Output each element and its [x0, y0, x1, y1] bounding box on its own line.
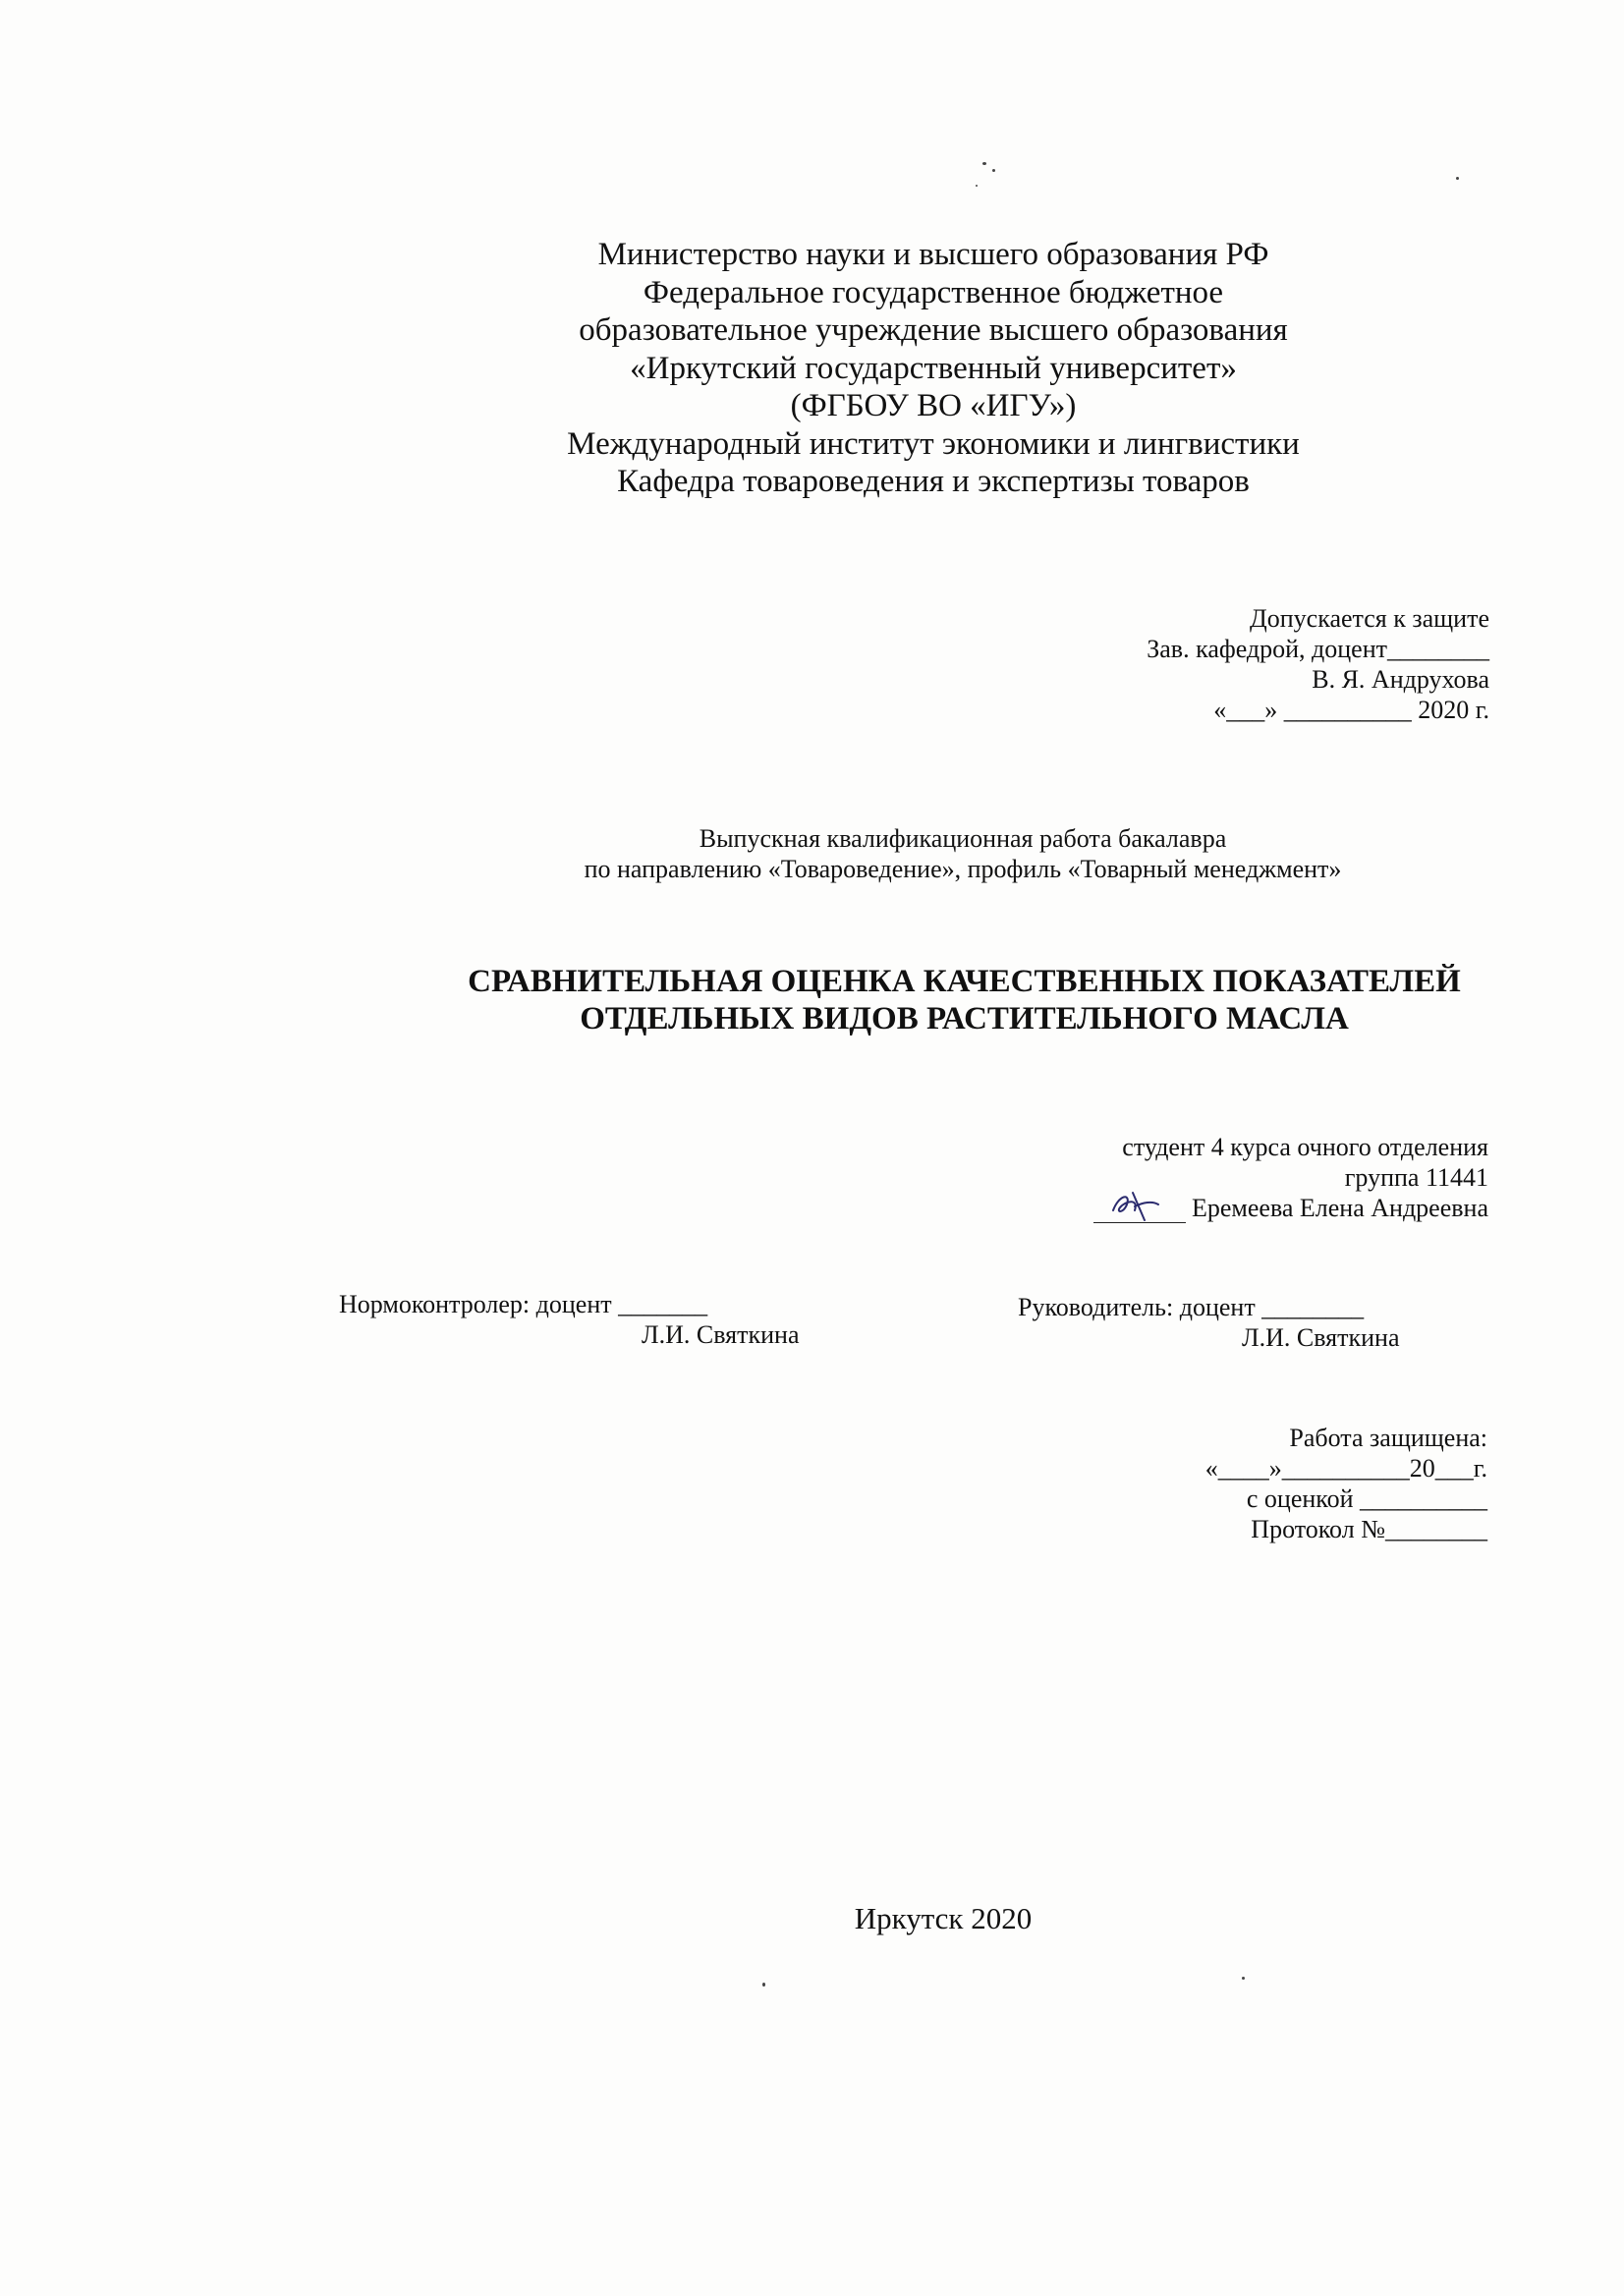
scan-speck: [762, 1983, 765, 1987]
student-group: группа 11441: [1344, 1163, 1488, 1192]
department-line: Кафедра товароведения и экспертизы товаров: [617, 464, 1250, 499]
signature-line: [1093, 1193, 1186, 1223]
approval-heading: Допускается к защите: [1250, 604, 1489, 633]
student-signature-row: [1093, 1193, 1488, 1230]
ministry-line: Министерство науки и высшего образования РФ: [597, 237, 1269, 272]
defense-date: «____»__________20___г.: [1204, 1454, 1487, 1483]
scan-speck: [1456, 177, 1459, 180]
university-name-line: «Иркутский государственный университет»: [630, 350, 1237, 386]
defense-block: [1205, 1423, 1487, 1544]
defense-heading: Работа защищена:: [1289, 1424, 1487, 1452]
institute-line: Международный институт экономики и лингвистики: [567, 425, 1300, 462]
institution-type-line: образовательное учреждение высшего образования: [579, 312, 1288, 348]
work-type-block: [0, 823, 1624, 884]
defense-protocol: Протокол №________: [1251, 1515, 1487, 1543]
approval-block: [1147, 603, 1489, 725]
work-direction-line: по направлению «Товароведение», профиль «Товарный менеджмент»: [584, 855, 1342, 883]
normcontrol-block: [339, 1289, 800, 1350]
thesis-title-line: СРАВНИТЕЛЬНАЯ ОЦЕНКА КАЧЕСТВЕННЫХ ПОКАЗАТЕЛЕЙ: [468, 964, 1461, 999]
supervisor-name: Л.И. Святкина: [1242, 1323, 1400, 1352]
supervisor-block: [1018, 1292, 1400, 1353]
handwritten-signature: [1105, 1185, 1164, 1224]
supervisor-role: Руководитель: доцент ________: [1018, 1293, 1365, 1321]
institution-header: [550, 236, 1316, 501]
scan-speck: [982, 162, 986, 165]
institution-type-line: Федеральное государственное бюджетное: [643, 274, 1224, 310]
student-course: студент 4 курса очного отделения: [1122, 1133, 1488, 1161]
defense-grade: с оценкой __________: [1246, 1484, 1487, 1513]
student-block: [1093, 1132, 1488, 1230]
approval-head-of-dept: Зав. кафедрой, доцент________: [1147, 635, 1489, 663]
approval-name: В. Я. Андрухова: [1312, 665, 1489, 694]
normcontrol-name: Л.И. Святкина: [642, 1320, 800, 1349]
normcontrol-role: Нормоконтролер: доцент _______: [339, 1290, 708, 1318]
scan-speck: [1242, 1977, 1245, 1980]
university-abbr-line: (ФГБОУ ВО «ИГУ»): [790, 388, 1077, 423]
work-type-line: Выпускная квалификационная работа бакалавра: [699, 824, 1227, 853]
approval-date: «___» __________ 2020 г.: [1213, 696, 1489, 724]
thesis-title: [0, 963, 1624, 1037]
thesis-title-line: ОТДЕЛЬНЫХ ВИДОВ РАСТИТЕЛЬНОГО МАСЛА: [580, 1001, 1349, 1036]
student-name: Еремеева Елена Андреевна: [1191, 1194, 1488, 1222]
scan-speck: [976, 185, 978, 187]
city-year: Иркутск 2020: [854, 1901, 1033, 1935]
scan-speck: [992, 169, 995, 172]
